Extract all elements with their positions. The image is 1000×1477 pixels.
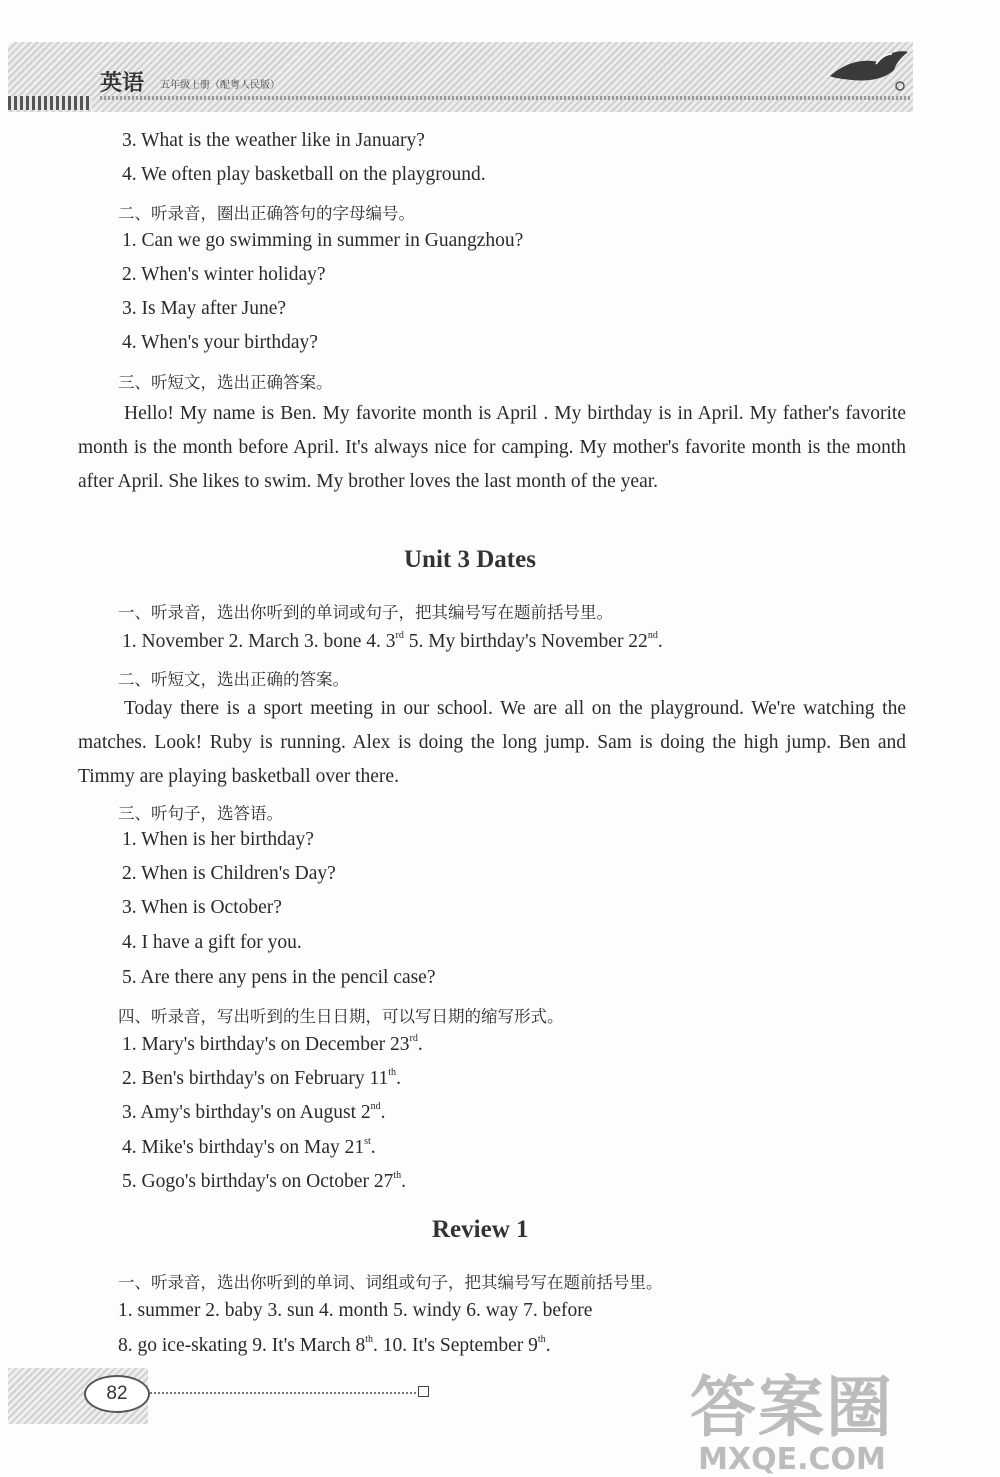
listening-item: 3. What is the weather like in January? [122,130,425,151]
header-stripe [8,96,92,110]
date-item: 2. Ben's birthday's on February 11th. [122,1067,401,1089]
square-marker-icon [418,1386,429,1397]
passage-text: Hello! My name is Ben. My favorite month is April . My birthday is in April. My father's favorite month is the month before April. It's always nice for camping. My mother's favorite month is the month after April. She likes to swim. My brother loves the last month of the year. [78,403,906,492]
section-title: 二、听短文，选出正确的答案。 [118,670,349,689]
unit-title: Unit 3 Dates [404,546,536,573]
question-item: 2. When's winter holiday? [122,264,326,285]
date-item: 3. Amy's birthday's on August 2nd. [122,1101,386,1123]
watermark-url: MXQE.COM [698,1442,886,1477]
question-item: 2. When is Children's Day? [122,863,336,884]
footer-dotted-rule [150,1392,416,1394]
header-rule [100,96,910,100]
watermark-logo-text: 答案圈 [690,1369,894,1446]
answer-line: 8. go ice-skating 9. It's March 8th. 10. It's September 9th. [118,1334,551,1356]
answer-line: 1. November 2. March 3. bone 4. 3rd 5. My birthday's November 22nd. [122,630,663,652]
question-item: 5. Are there any pens in the pencil case? [122,967,436,988]
date-item: 5. Gogo's birthday's on October 27th. [122,1170,406,1192]
question-item: 3. Is May after June? [122,298,287,319]
question-item: 1. When is her birthday? [122,829,314,850]
section-title: 三、听句子，选答语。 [118,804,283,823]
section-title: 一、听录音，选出你听到的单词或句子，把其编号写在题前括号里。 [118,603,613,622]
book-subtitle: 五年级上册（配粤人民版） [160,80,280,91]
review-title: Review 1 [432,1216,529,1243]
section-title: 二、听录音，圈出正确答句的字母编号。 [118,204,415,223]
answer-line: 1. summer 2. baby 3. sun 4. month 5. windy 6. way 7. before [118,1300,593,1321]
question-item: 4. When's your birthday? [122,332,318,353]
date-item: 4. Mike's birthday's on May 21st. [122,1136,376,1158]
date-item: 1. Mary's birthday's on December 23rd. [122,1033,423,1055]
question-item: 3. When is October? [122,897,282,918]
listening-item: 4. We often play basketball on the playground. [122,164,486,185]
section-title: 一、听录音，选出你听到的单词、词组或句子，把其编号写在题前括号里。 [118,1273,663,1292]
section-title: 四、听录音，写出听到的生日日期，可以写日期的缩写形式。 [118,1007,564,1026]
section-title: 三、听短文，选出正确答案。 [118,373,333,392]
watermark [690,1369,894,1477]
passage-text: Today there is a sport meeting in our school. We are all on the playground. We're watching the matches. Look! Ruby is running. Alex is doing the long jump. Sam is doing the high jump. Ben and Timmy are playing basketball over there. [78,698,906,787]
page-number: 82 [84,1375,150,1413]
book-title: 英语 [100,70,145,96]
question-item: 4. I have a gift for you. [122,932,302,953]
bird-logo-icon [826,46,910,92]
question-item: 1. Can we go swimming in summer in Guangzhou? [122,230,524,251]
